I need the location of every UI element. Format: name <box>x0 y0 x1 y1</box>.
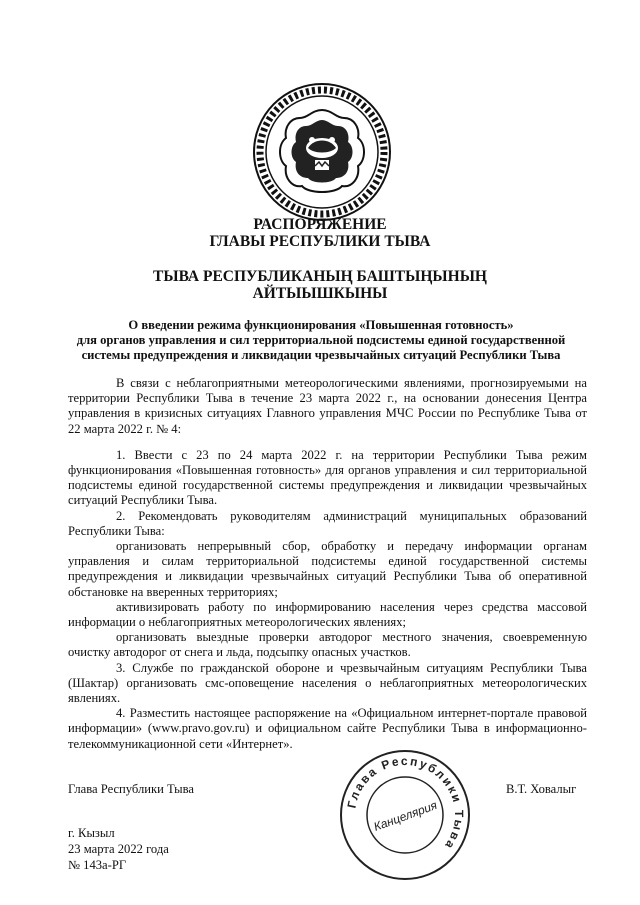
tuvan-title-line1: ТЫВА РЕСПУБЛИКАНЫҢ БАШТЫҢЫНЫҢ <box>153 268 487 285</box>
stamp-center-text: Канцелярия <box>371 798 439 834</box>
subject-line3: системы предупреждения и ликвидации чрезвычайных ситуаций Республики Тыва <box>81 348 561 362</box>
preamble-paragraph: В связи с неблагоприятными метеорологическими явлениями, прогнозируемыми на территории Республики Тыва в течение 23 марта 2022 г., на основании донесения Центра управления в кризисных ситуациях Главного управления МЧС России по Республике Тыва от 22 марта 2022 г. № 4: <box>68 376 587 436</box>
footer-city: г. Кызыл <box>68 826 115 840</box>
item-4-paragraph: 4. Разместить настоящее распоряжение на «Официальном интернет-портале правовой информации» (www.pravo.gov.ru) и официальном сайте Республики Тыва в информационно-телекоммуникационной сети «Интернет». <box>68 706 587 751</box>
document-title-line2: ГЛАВЫ РЕСПУБЛИКИ ТЫВА <box>209 233 431 250</box>
signatory-name: В.Т. Ховалыг <box>506 782 577 796</box>
signatory-position: Глава Республики Тыва <box>68 782 194 796</box>
item-2-paragraph: 2. Рекомендовать руководителям администраций муниципальных образований Республики Тыва: <box>68 508 587 538</box>
item-2b-paragraph: активизировать работу по информированию населения через средства массовой информации о неблагоприятных метеорологических явлениях; <box>68 599 587 630</box>
office-stamp-icon <box>338 748 472 882</box>
footer-date: 23 марта 2022 года <box>68 842 169 856</box>
item-2a-paragraph: организовать непрерывный сбор, обработку и передачу информации органам управления и силам территориальной подсистемы единой государственной системы предупреждения и ликвидации чрезвычайных ситуаций Республики Тыва об оперативной обстановке на вверенных территориях; <box>68 539 587 599</box>
item-3-paragraph: 3. Службе по гражданской обороне и чрезвычайным ситуациям Республики Тыва (Шактар) организовать смс-оповещение населения о неблагоприятных метеорологических явлениях. <box>68 660 587 706</box>
subject-line2: для органов управления и сил территориальной подсистемы единой государственной <box>76 333 566 347</box>
item-2c-paragraph: организовать выездные проверки автодорог местного значения, своевременную очистку автодорог от снега и льда, подсыпку опасных участков. <box>68 630 587 660</box>
document-body <box>68 376 587 752</box>
stamp-ring-text: Глава Республики Тыва <box>344 753 467 854</box>
tuvan-title-line2: АЙТЫЫШКЫНЫ <box>252 285 388 302</box>
tuva-emblem-icon <box>252 82 392 222</box>
svg-text:Глава Республики Тыва <box>344 754 466 853</box>
footer-number: № 143а-РГ <box>68 858 127 872</box>
document-title-line1: РАСПОРЯЖЕНИЕ <box>253 216 387 233</box>
subject-line1: О введении режима функционирования «Повышенная готовность» <box>128 318 514 332</box>
item-1-paragraph: 1. Ввести с 23 по 24 марта 2022 г. на территории Республики Тыва режим функционирования «Повышенная готовность» для органов управления и сил территориальной подсистемы единой государственной системы предупреждения и ликвидации чрезвычайных ситуаций Республики Тыва. <box>68 447 587 508</box>
